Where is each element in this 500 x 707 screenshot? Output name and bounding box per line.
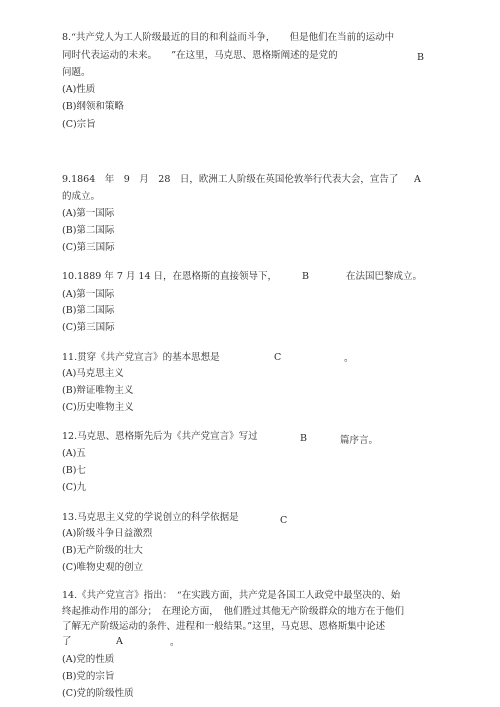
question-8-text-line-2: 同时代表运动的未来。 ”在这里，马克思、恩格斯阐述的是党的: [62, 50, 338, 61]
question-14-text-line-4: 了: [62, 636, 72, 647]
question-14-text-line-3: 了解无产阶级运动的条件、进程和一般结果。”这里，马克思、恩格斯集中论述: [62, 621, 386, 632]
question-8-text-line-1: 8.“共产党人为工人阶级最近的目的和利益而斗争， 但是他们在当前的运动中: [62, 32, 395, 43]
question-14-option-b: (B)党的宗旨: [62, 671, 115, 682]
question-14-text-line-2: 终起推动作用的部分； 在理论方面， 他们胜过其他无产阶级群众的地方在于他们: [62, 606, 405, 617]
question-11-option-a: (A)马克思主义: [62, 368, 124, 379]
question-13-option-a: (A)阶级斗争日益激烈: [62, 528, 153, 539]
question-14-text-line-1: 14.《共产党宣言》指出： “在实践方面，共产党是各国工人政党中最坚决的、始: [62, 590, 401, 601]
question-13-text-line-1: 13.马克思主义党的学说创立的科学依据是: [62, 512, 239, 523]
question-13-option-c: (C)唯物史观的创立: [62, 562, 144, 573]
question-13-answer: C: [280, 515, 288, 526]
question-8-option-a: (A)性质: [62, 84, 96, 95]
question-8-text-line-3: 问题。: [62, 67, 91, 78]
question-10-text-line-2: 在法国巴黎成立。: [346, 271, 423, 282]
question-9-answer: A: [414, 174, 421, 185]
question-14-text-line-5: 。: [170, 637, 180, 648]
question-10-answer: B: [302, 271, 309, 282]
question-8-option-c: (C)宗旨: [62, 119, 96, 130]
question-8-option-b: (B)纲领和策略: [62, 101, 124, 112]
question-10-option-c: (C)第三国际: [62, 322, 115, 333]
question-10-option-b: (B)第二国际: [62, 305, 115, 316]
question-8-answer: B: [417, 52, 424, 63]
question-12-text-line-2: 篇序言。: [340, 435, 379, 446]
question-11-answer: C: [274, 352, 282, 363]
question-11-text-line-2: 。: [344, 353, 354, 364]
question-14-option-a: (A)党的性质: [62, 654, 115, 665]
question-9-text-line-2: 的成立。: [62, 191, 101, 202]
question-10-text-line-1: 10.1889 年 7 月 14 日，在恩格斯的直接领导下，: [62, 271, 278, 282]
question-9-option-b: (B)第二国际: [62, 225, 115, 236]
question-12-text-line-1: 12.马克思、恩格斯先后为《共产党宣言》写过: [62, 431, 258, 442]
question-13-option-b: (B)无产阶级的壮大: [62, 545, 143, 556]
question-14-answer: A: [116, 636, 123, 647]
question-9-option-c: (C)第三国际: [62, 242, 115, 253]
question-9-option-a: (A)第一国际: [62, 208, 115, 219]
question-14-option-c: (C)党的阶级性质: [62, 688, 134, 699]
question-12-option-c: (C)九: [62, 482, 87, 493]
question-12-option-b: (B)七: [62, 465, 86, 476]
question-12-option-a: (A)五: [62, 448, 86, 459]
question-9-text-line-1: 9.1864 年 9 月 28 日，欧洲工人阶级在英国伦敦举行代表大会，宣告了: [62, 174, 399, 185]
question-12-answer: B: [300, 433, 307, 444]
question-10-option-a: (A)第一国际: [62, 289, 115, 300]
question-11-option-b: (B)辩证唯物主义: [62, 385, 134, 396]
question-11-text-line-1: 11.贯穿《共产党宣言》的基本思想是: [62, 352, 220, 363]
question-11-option-c: (C)历史唯物主义: [62, 402, 134, 413]
